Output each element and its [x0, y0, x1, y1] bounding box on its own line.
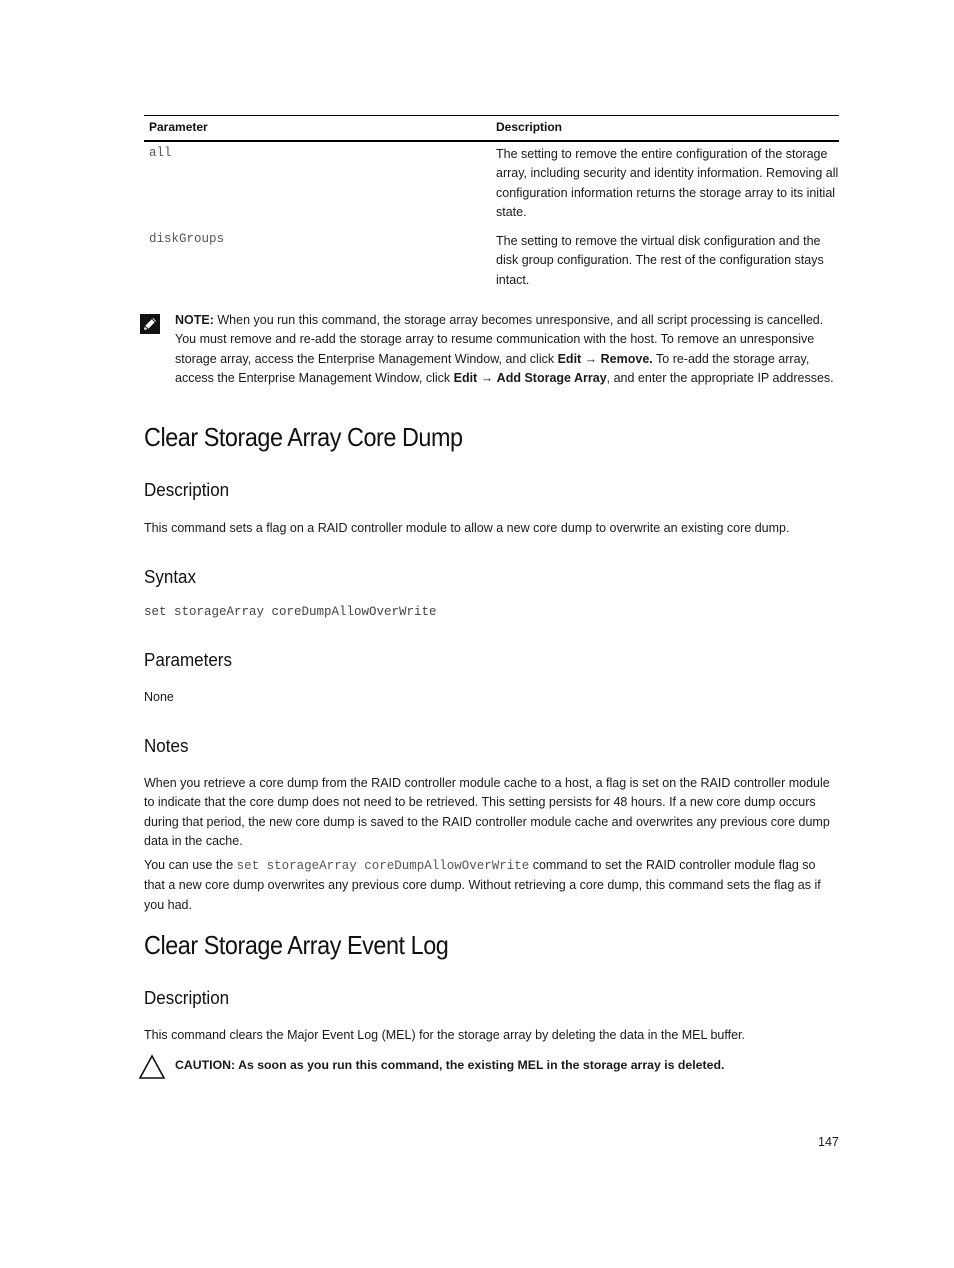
- section-title-event-log: Clear Storage Array Event Log: [144, 930, 449, 960]
- note-text-2: To re-add the storage array, access the Enterprise Management Window, click: [175, 351, 810, 386]
- note-remove: Remove.: [600, 351, 653, 366]
- notes-p2-pre: You can use the: [144, 858, 237, 872]
- heading-description-2: Description: [144, 987, 230, 1008]
- table-row-param-diskgroups: diskGroups: [149, 232, 225, 246]
- note-text: [175, 311, 839, 389]
- note-arrow-1: →: [581, 351, 601, 366]
- table-top-rule: [144, 115, 839, 116]
- note-add-storage-array: Add Storage Array: [496, 371, 607, 386]
- note-text-3: , and enter the appropriate IP addresses.: [606, 371, 834, 386]
- table-row-desc-diskgroups: The setting to remove the virtual disk configuration and the disk group configuration. The rest of the configuration stays intact.: [496, 234, 824, 287]
- description-text-1: This command sets a flag on a RAID controller module to allow a new core dump to overwrite an existing core dump.: [144, 521, 790, 535]
- note-edit-2: Edit: [453, 371, 478, 386]
- note-pencil-icon: [140, 314, 160, 334]
- description-text-2: This command clears the Major Event Log (MEL) for the storage array by deleting the data in the MEL buffer.: [144, 1028, 746, 1042]
- note-label: NOTE:: [175, 313, 214, 327]
- table-row-param-all: all: [149, 146, 172, 160]
- heading-parameters: Parameters: [144, 649, 232, 670]
- section-title-core-dump: Clear Storage Array Core Dump: [144, 422, 463, 452]
- notes-p2-code: set storageArray coreDumpAllowOverWrite: [236, 859, 530, 873]
- heading-notes: Notes: [144, 735, 189, 756]
- page-number: 147: [818, 1135, 839, 1149]
- table-header-rule: [144, 140, 839, 142]
- table-header-description: Description: [496, 120, 563, 134]
- caution-text: CAUTION: As soon as you run this command, the existing MEL in the storage array is deleted.: [175, 1058, 725, 1072]
- note-text-1: When you run this command, the storage array becomes unresponsive, and all script processing is cancelled. You must remove and re-add the storage array to resume communication with the host. To remove an unresponsive storage array, access the Enterprise Management Window, and click: [175, 313, 824, 366]
- note-edit-1: Edit: [557, 351, 582, 366]
- caution-triangle-icon: [138, 1054, 166, 1080]
- notes-p2-post: command to set the RAID controller module flag so that a new core dump overwrites any previous core dump. Without retrieving a core dump, this command sets the flag as if you had.: [144, 858, 821, 912]
- syntax-code: set storageArray coreDumpAllowOverWrite: [144, 605, 437, 619]
- parameters-text: None: [144, 690, 174, 704]
- heading-syntax: Syntax: [144, 566, 197, 587]
- notes-paragraph-2: [144, 856, 839, 915]
- note-arrow-2: →: [477, 371, 497, 386]
- table-row-desc-all: The setting to remove the entire configuration of the storage array, including security and identity information. Removing all configuration information returns the storage array to its initial state.: [496, 147, 839, 220]
- table-header-parameter: Parameter: [149, 120, 208, 134]
- notes-paragraph-1: When you retrieve a core dump from the RAID controller module cache to a host, a flag is set on the RAID controller module to indicate that the core dump does not need to be retrieved. This setting persists for 48 hours. If a new core dump occurs during that period, the new core dump is saved to the RAID controller module cache and overwrites any previous core dump data in the cache.: [144, 776, 830, 849]
- heading-description-1: Description: [144, 479, 230, 500]
